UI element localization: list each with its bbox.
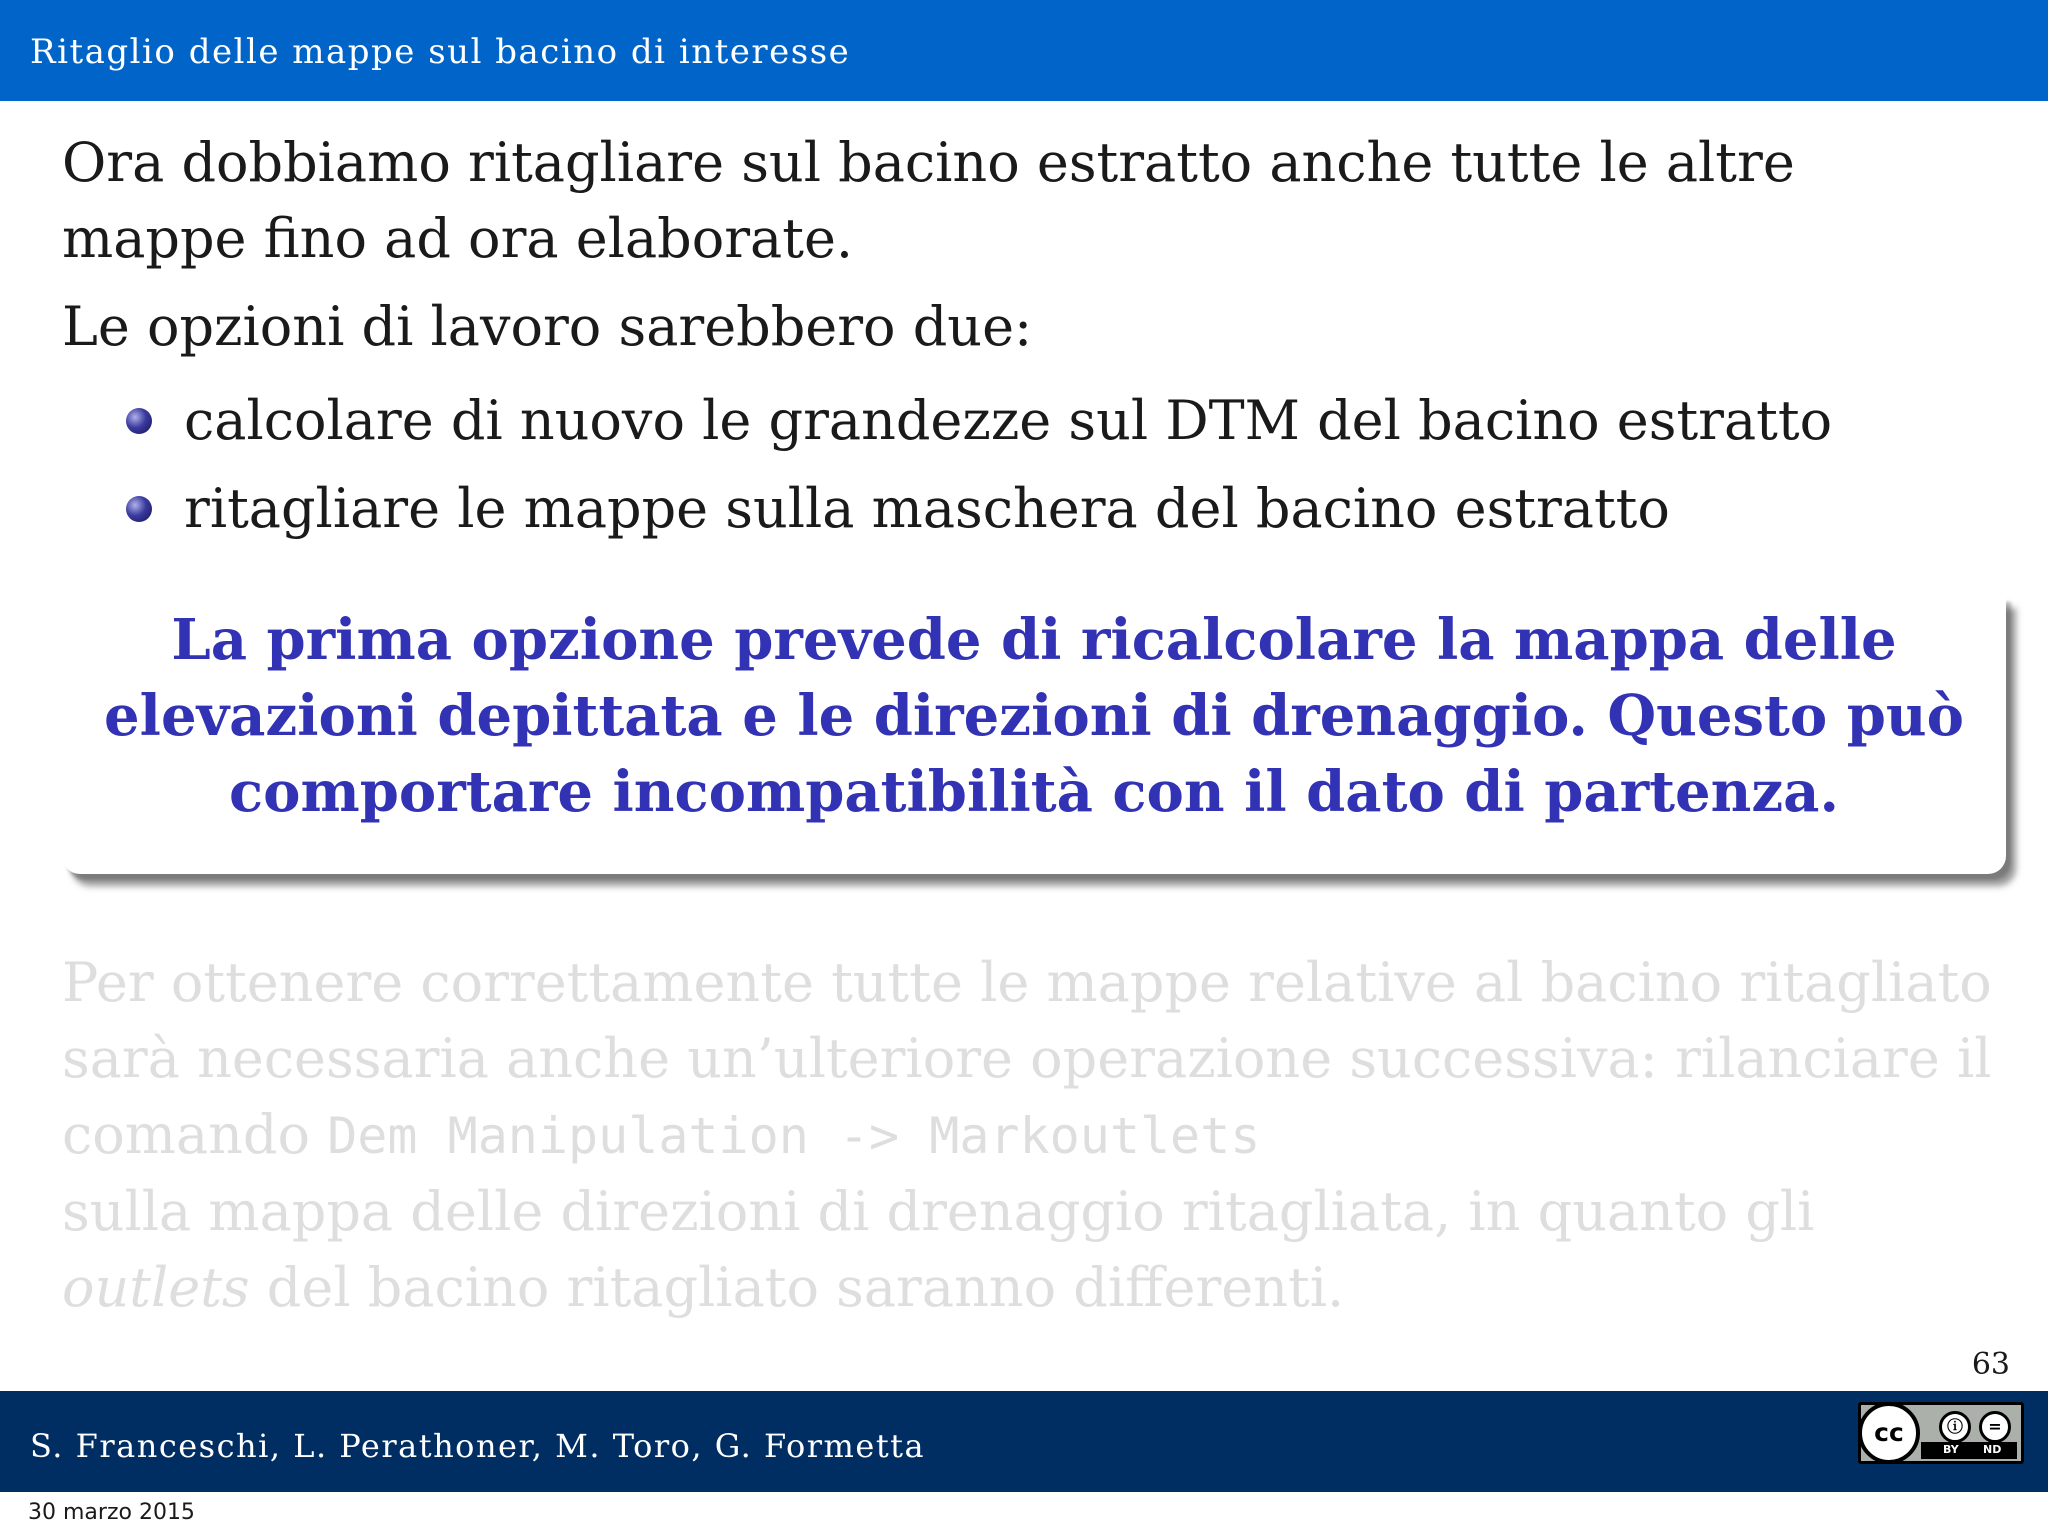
slide-title: Ritaglio delle mappe sul bacino di interesse xyxy=(30,32,851,72)
list-item-text: ritagliare le mappe sulla maschera del bacino estratto xyxy=(184,477,1670,540)
license-label-strip xyxy=(1921,1442,2017,1459)
no-derivatives-icon: = xyxy=(1979,1411,2011,1443)
emphasis-text: outlets xyxy=(62,1256,250,1319)
command-text: Dem Manipulation -> Markoutlets xyxy=(327,1107,1261,1165)
bullet-ball-icon xyxy=(126,496,152,522)
options-lead: Le opzioni di lavoro sarebbero due: xyxy=(62,295,1033,358)
header-bar xyxy=(0,0,2048,101)
list-item xyxy=(62,377,1992,465)
faded-text: del bacino ritagliato saranno differenti. xyxy=(249,1256,1345,1319)
callout-text: La prima opzione prevede di ricalcolare la mappa delle elevazioni depittata e le direzioni di drenaggio. Questo può comportare incompatibilità con il dato di partenza. xyxy=(104,607,1964,825)
faded-text: Per ottenere correttamente tutte le mappe relative al bacino ritagliato sarà necessaria anche un’ulteriore operazione successiva: rilanciare il comando xyxy=(62,951,1992,1166)
highlight-callout xyxy=(62,596,2006,874)
faded-paragraph xyxy=(62,945,1992,1326)
license-by-label: BY xyxy=(1943,1443,1959,1456)
page-number: 63 xyxy=(1971,1347,2010,1382)
intro-paragraph: Ora dobbiamo ritagliare sul bacino estratto anche tutte le altre mappe fino ad ora elaborate. xyxy=(62,131,1795,270)
list-item-text: calcolare di nuovo le grandezze sul DTM del bacino estratto xyxy=(184,389,1833,452)
authors: S. Franceschi, L. Perathoner, M. Toro, G. Formetta xyxy=(30,1427,926,1465)
cc-logo-icon: cc xyxy=(1858,1402,1920,1464)
license-nd-label: ND xyxy=(1983,1443,2002,1456)
date-label: 30 marzo 2015 xyxy=(28,1500,195,1525)
attribution-icon: ⓘ xyxy=(1939,1411,1971,1443)
faded-text: sulla mappa delle direzioni di drenaggio ritagliata, in quanto gli xyxy=(62,1180,1815,1243)
bullet-ball-icon xyxy=(126,408,152,434)
list-item xyxy=(62,465,1992,553)
footer-bar xyxy=(0,1391,2048,1492)
cc-license-badge[interactable] xyxy=(1858,1402,2024,1464)
options-list xyxy=(62,377,1992,553)
slide-content xyxy=(62,125,1992,553)
